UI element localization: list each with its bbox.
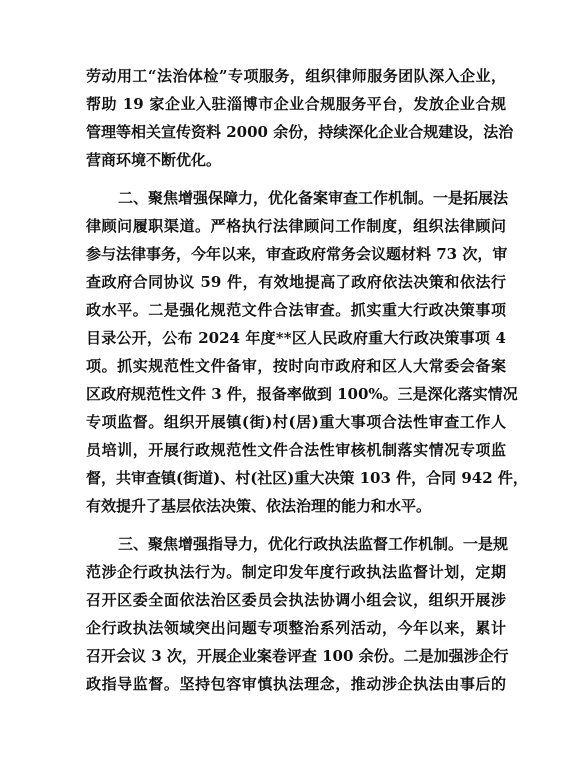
text-line: 范涉企行政执法行为。制定印发年度行政执法监督计划，定期 [86,563,506,581]
text-line: 管理等相关宣传资料 2000 余份，持续深化企业合规建设，法治 [86,123,514,141]
text-line: 召开区委全面依法治区委员会执法协调小组会议，组织开展涉 [86,591,506,609]
document-body [86,62,528,708]
text-line: 督，共审查镇(街道)、村(社区)重大决策 103 件，合同 942 件， [86,469,528,487]
text-line: 帮助 19 家企业入驻淄博市企业合规服务平台，发放企业合规 [86,95,506,113]
text-line: 查政府合同协议 59 件，有效地提高了政府依法决策和依法行 [86,273,506,291]
text-line: 区政府规范性文件 3 件，报备率做到 100%。三是深化落实情况 [86,385,518,403]
text-line: 召开会议 3 次，开展企业案卷评查 100 余份。二是加强涉企行 [86,647,509,665]
text-line: 企行政执法领域突出问题专项整治系列活动，今年以来，累计 [86,619,506,637]
text-line: 政水平。二是强化规范文件合法审查。抓实重大行政决策事项 [86,301,506,319]
text-line: 项。抓实规范性文件备审，按时向市政府和区人大常委会备案 [86,357,506,375]
text-line: 二、聚焦增强保障力，优化备案审查工作机制。一是拓展法 [118,189,509,207]
paragraph-2 [86,184,528,520]
text-line: 专项监督。组织开展镇(街)村(居)重大事项合法性审查工作人 [86,413,506,431]
text-line: 参与法律事务，今年以来，审查政府常务会议题材料 73 次，审 [86,245,508,263]
text-line: 目录公开，公布 2024 年度**区人民政府重大行政决策事项 4 [86,329,506,347]
text-line: 政指导监督。坚持包容审慎执法理念，推动涉企执法由事后的 [86,675,506,693]
text-line: 员培训，开展行政规范性文件合法性审核机制落实情况专项监 [86,441,506,459]
paragraph-3 [86,530,509,698]
text-line: 有效提升了基层依法决策、依法治理的能力和水平。 [86,497,432,515]
paragraph-1 [86,62,514,174]
text-line: 营商环境不断优化。 [86,151,222,169]
text-line: 劳动用工“法治体检”专项服务，组织律师服务团队深入企业， [86,67,506,85]
text-line: 律顾问履职渠道。严格执行法律顾问工作制度，组织法律顾问 [86,217,506,235]
text-line: 三、聚焦增强指导力，优化行政执法监督工作机制。一是规 [118,535,509,553]
